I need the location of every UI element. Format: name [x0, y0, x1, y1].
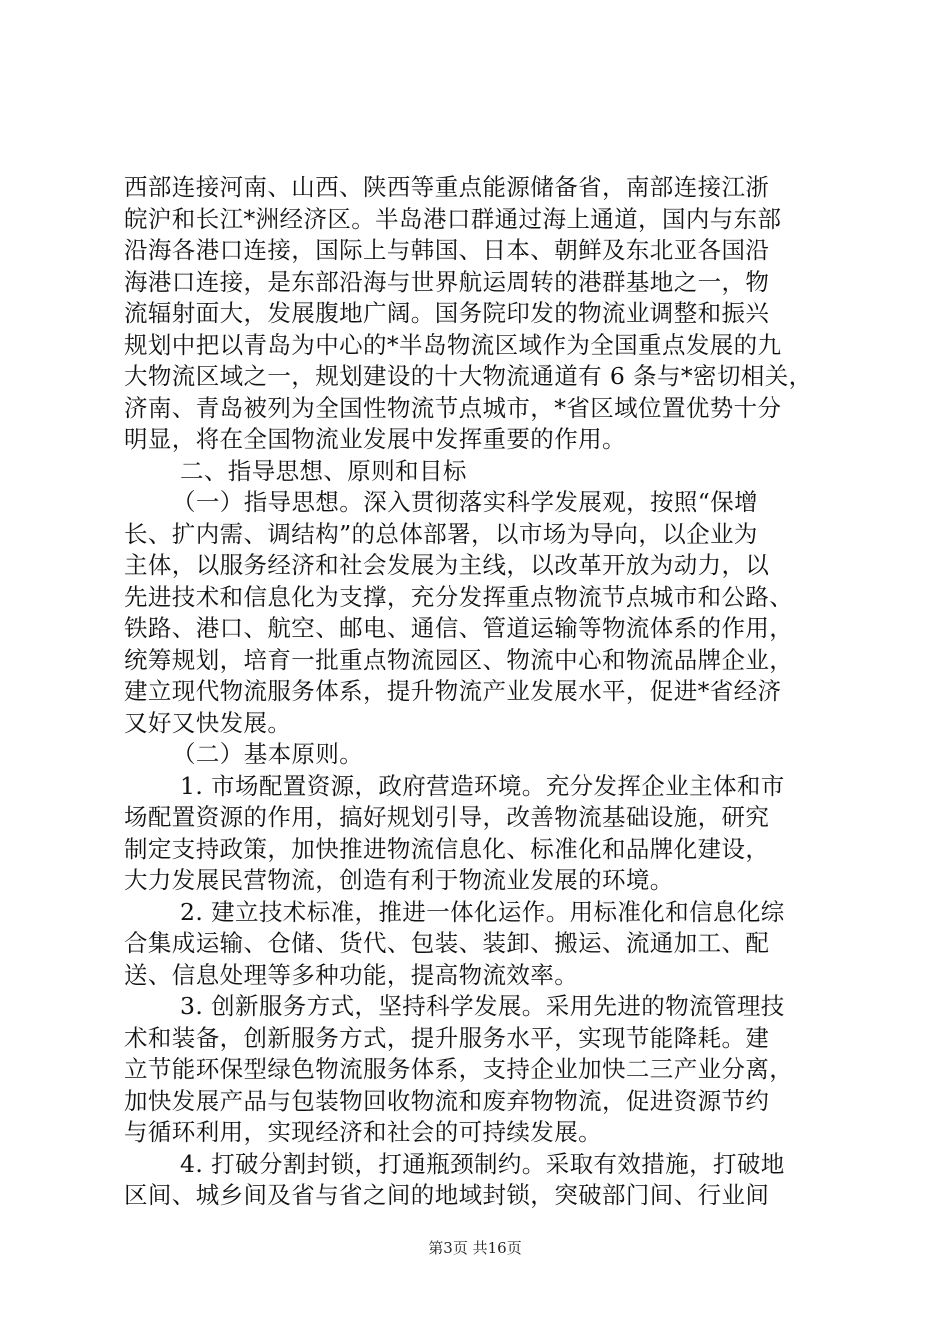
- text-line: 先进技术和信息化为支撑，充分发挥重点物流节点城市和公路、: [124, 582, 794, 611]
- document-body: [124, 172, 834, 1212]
- text-line: 送、信息处理等多种功能，提高物流效率。: [124, 960, 579, 989]
- page-number-footer: 第3页 共16页: [428, 1239, 522, 1257]
- text-line: 1. 市场配置资源，政府营造环境。充分发挥企业主体和市: [180, 771, 785, 800]
- text-line: 制定支持政策，加快推进物流信息化、标准化和品牌化建设，: [124, 834, 770, 863]
- text-line: 明显，将在全国物流业发展中发挥重要的作用。: [124, 425, 626, 453]
- subsection-heading: （一）指导思想。深入贯彻落实科学发展观，按照“保增: [172, 488, 759, 516]
- text-line: 统筹规划，培育一批重点物流园区、物流中心和物流品牌企业，: [124, 645, 794, 674]
- text-line: 场配置资源的作用，搞好规划引导，改善物流基础设施，研究: [124, 803, 770, 831]
- text-line: 规划中把以青岛为中心的*半岛物流区域作为全国重点发展的九: [124, 330, 782, 359]
- text-line: 皖沪和长江*洲经济区。半岛港口群通过海上通道，国内与东部: [124, 204, 782, 233]
- text-line: 西部连接河南、山西、陕西等重点能源储备省，南部连接江浙: [124, 173, 770, 201]
- text-line: 流辐射面大，发展腹地广阔。国务院印发的物流业调整和振兴: [124, 299, 770, 327]
- text-line: 立节能环保型绿色物流服务体系，支持企业加快二三产业分离，: [124, 1055, 794, 1083]
- text-line: 济南、青岛被列为全国性物流节点城市，*省区域位置优势十分: [124, 393, 782, 422]
- text-line: 3. 创新服务方式，坚持科学发展。采用先进的物流管理技: [180, 992, 785, 1020]
- text-line: 沿海各港口连接，国际上与韩国、日本、朝鲜及东北亚各国沿: [124, 236, 770, 264]
- text-line: 4. 打破分割封锁，打通瓶颈制约。采取有效措施，打破地: [180, 1149, 785, 1178]
- text-line: 大物流区域之一，规划建设的十大物流通道有 6 条与*密切相关，: [124, 362, 813, 390]
- text-line: 建立现代物流服务体系，提升物流产业发展水平，促进*省经济: [124, 677, 782, 705]
- text-line: 主体，以服务经济和社会发展为主线，以改革开放为动力，以: [124, 551, 770, 579]
- text-line: 术和装备，创新服务方式，提升服务水平，实现节能降耗。建: [124, 1023, 770, 1052]
- text-line: 大力发展民营物流，创造有利于物流业发展的环境。: [124, 866, 674, 894]
- text-line: 2. 建立技术标准，推进一体化运作。用标准化和信息化综: [180, 897, 785, 926]
- text-line: 铁路、港口、航空、邮电、通信、管道运输等物流体系的作用，: [124, 614, 794, 642]
- text-line: 长、扩内需、调结构”的总体部署，以市场为导向，以企业为: [124, 519, 758, 548]
- text-line: 与循环利用，实现经济和社会的可持续发展。: [124, 1118, 602, 1146]
- text-line: 加快发展产品与包装物回收物流和废弃物物流，促进资源节约: [124, 1086, 770, 1115]
- subsection-heading: （二）基本原则。: [172, 740, 364, 768]
- text-line: 海港口连接，是东部沿海与世界航运周转的港群基地之一，物: [124, 267, 770, 296]
- text-line: 合集成运输、仓储、货代、包装、装卸、搬运、流通加工、配: [124, 929, 770, 957]
- text-line: 区间、城乡间及省与省之间的地域封锁，突破部门间、行业间: [124, 1181, 770, 1209]
- text-line: 又好又快发展。: [124, 708, 292, 737]
- section-heading: 二、指导思想、原则和目标: [180, 456, 467, 485]
